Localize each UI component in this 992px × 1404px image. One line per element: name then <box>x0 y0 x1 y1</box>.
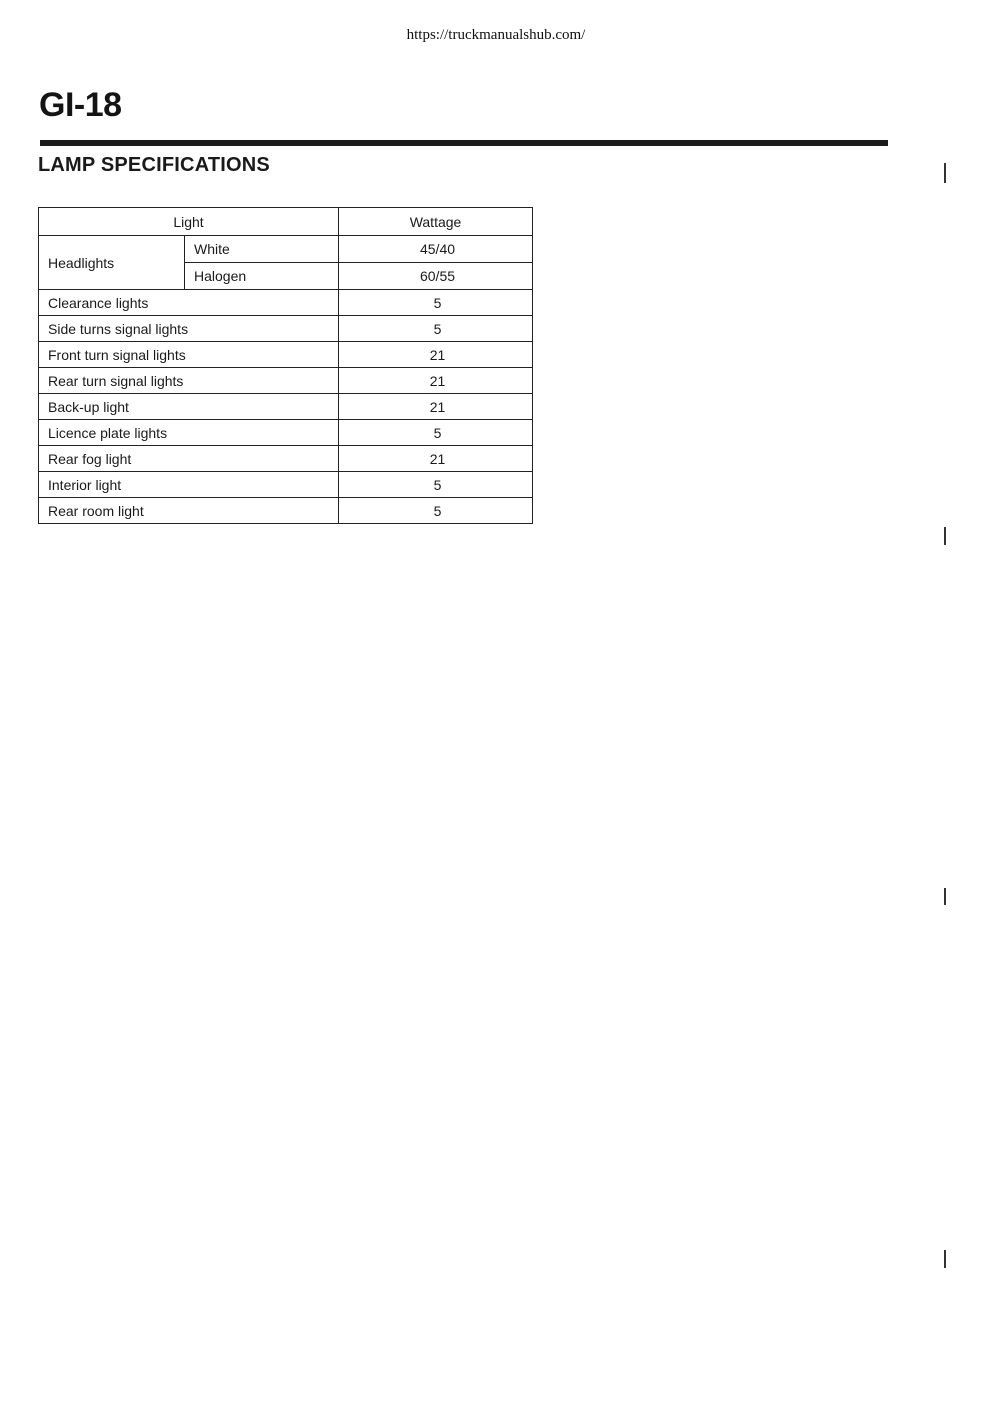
wattage-cell: 21 <box>339 394 533 420</box>
headlights-label: Headlights <box>39 236 185 290</box>
light-cell: Clearance lights <box>39 290 339 316</box>
scan-artifact <box>944 888 946 905</box>
column-header-light: Light <box>39 208 339 236</box>
wattage-cell: 21 <box>339 446 533 472</box>
wattage-cell: 21 <box>339 342 533 368</box>
wattage-cell: 21 <box>339 368 533 394</box>
table-row <box>39 290 533 316</box>
light-cell: Licence plate lights <box>39 420 339 446</box>
light-cell: Side turns signal lights <box>39 316 339 342</box>
scan-artifact <box>944 527 946 545</box>
light-cell: Rear room light <box>39 498 339 524</box>
wattage-cell: 5 <box>339 472 533 498</box>
table-row <box>39 342 533 368</box>
lamp-spec-table <box>38 207 533 524</box>
table-row <box>39 368 533 394</box>
table-row <box>39 420 533 446</box>
light-cell: Rear fog light <box>39 446 339 472</box>
table-row <box>39 236 533 263</box>
column-header-wattage: Wattage <box>339 208 533 236</box>
wattage-cell: 45/40 <box>339 236 533 263</box>
section-title: LAMP SPECIFICATIONS <box>38 154 270 176</box>
light-cell: Interior light <box>39 472 339 498</box>
light-cell: Front turn signal lights <box>39 342 339 368</box>
header-url[interactable]: https://truckmanualshub.com/ <box>406 27 586 43</box>
page-number: GI-18 <box>39 86 122 124</box>
table-row <box>39 498 533 524</box>
wattage-cell: 5 <box>339 290 533 316</box>
light-cell: Back-up light <box>39 394 339 420</box>
table-row <box>39 446 533 472</box>
headlight-type-cell: Halogen <box>185 263 339 290</box>
table-row <box>39 316 533 342</box>
wattage-cell: 5 <box>339 498 533 524</box>
table-row <box>39 472 533 498</box>
scan-artifact <box>944 163 946 183</box>
headlight-type-cell: White <box>185 236 339 263</box>
wattage-cell: 5 <box>339 420 533 446</box>
table-header-row <box>39 208 533 236</box>
header-rule <box>40 140 888 146</box>
wattage-cell: 5 <box>339 316 533 342</box>
scan-artifact <box>944 1250 946 1268</box>
light-cell: Rear turn signal lights <box>39 368 339 394</box>
table-row <box>39 394 533 420</box>
wattage-cell: 60/55 <box>339 263 533 290</box>
